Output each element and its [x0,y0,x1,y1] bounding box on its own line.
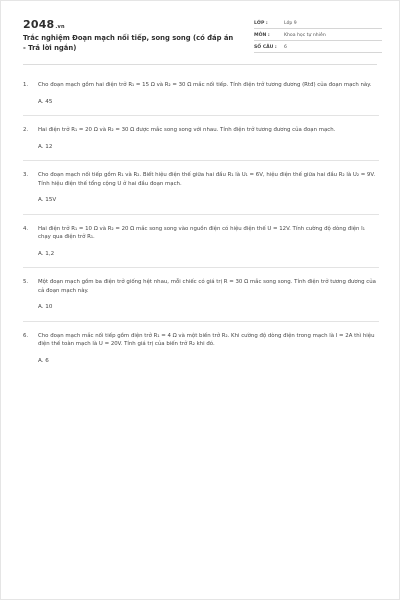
meta-key: MÔN : [254,33,270,38]
meta-key: SỐ CÂU : [254,45,277,50]
question-1 [23,81,379,90]
question-3 [23,171,379,188]
question-text: Hai điện trở R₁ = 20 Ω và R₂ = 30 Ω được mắc song song với nhau. Tính điện trở tương đương của đoạn mạch. [38,127,336,133]
question-divider [23,267,379,268]
question-divider [23,115,379,116]
question-number: 4. [23,225,29,232]
site-logo[interactable] [23,18,65,31]
logo-main: 2048 [23,18,55,31]
answer-2: A. 12 [38,143,53,150]
page-title: Trắc nghiệm Đoạn mạch nối tiếp, song song (có đáp án - Trả lời ngắn) [23,34,234,52]
answer-3: A. 15V [38,197,57,203]
logo-tld: .vn [55,24,65,30]
question-divider [23,214,379,215]
question-text: Cho đoạn mạch mắc nối tiếp gồm điện trở R₁ = 4 Ω và một biến trở R₂. Khi cường độ dòng điện trong mạch là I = 2A thì hiệu điện thế toàn mạch là U = 20V. Tính giá trị của biến trở R₂ khi đó. [38,332,375,347]
question-4 [23,225,379,242]
question-divider [23,160,379,161]
question-text: Cho đoạn mạch nối tiếp gồm R₁ và R₂. Biết hiệu điện thế giữa hai đầu R₁ là U₁ = 6V, hiệu điện thế giữa hai đầu R₂ là U₂ = 9V. Tính hiệu điện thế tổng cộng U ở hai đầu đoạn mạch. [38,172,376,187]
meta-table [254,17,382,53]
question-list [23,81,379,365]
question-divider [23,321,379,322]
meta-row-class [254,17,382,29]
header-divider [23,64,377,65]
question-text: Cho đoạn mạch gồm hai điện trở R₁ = 15 Ω và R₂ = 30 Ω mắc nối tiếp. Tính điện trở tương đương (Rtđ) của đoạn mạch này. [38,82,372,88]
meta-value: Lớp 9 [284,21,297,26]
question-number: 1. [23,82,29,88]
meta-value: Khoa học tự nhiên [284,33,326,38]
question-text: Hai điện trở R₁ = 10 Ω và R₂ = 20 Ω mắc song song vào nguồn điện có hiệu điện thế U = 12V. Tính cường độ dòng điện I₁ chạy qua điện trở R₁. [38,225,365,240]
question-number: 5. [23,279,29,285]
answer-4: A. 1,2 [38,250,55,257]
question-text: Một đoạn mạch gồm ba điện trở giống hệt nhau, mỗi chiếc có giá trị R = 30 Ω mắc song song. Tính điện trở tương đương của cả đoạn mạch này. [38,279,376,294]
question-number: 3. [23,172,29,178]
meta-row-count [254,41,382,53]
meta-value: 6 [284,45,287,50]
question-number: 6. [23,332,29,339]
answer-6: A. 6 [38,357,49,364]
answer-1: A. 45 [38,98,53,105]
meta-key: LỚP : [254,21,268,26]
question-number: 2. [23,127,29,133]
question-2 [23,126,379,135]
answer-5: A. 10 [38,304,53,310]
question-6 [23,332,379,349]
meta-row-subject [254,29,382,41]
question-5 [23,278,379,295]
